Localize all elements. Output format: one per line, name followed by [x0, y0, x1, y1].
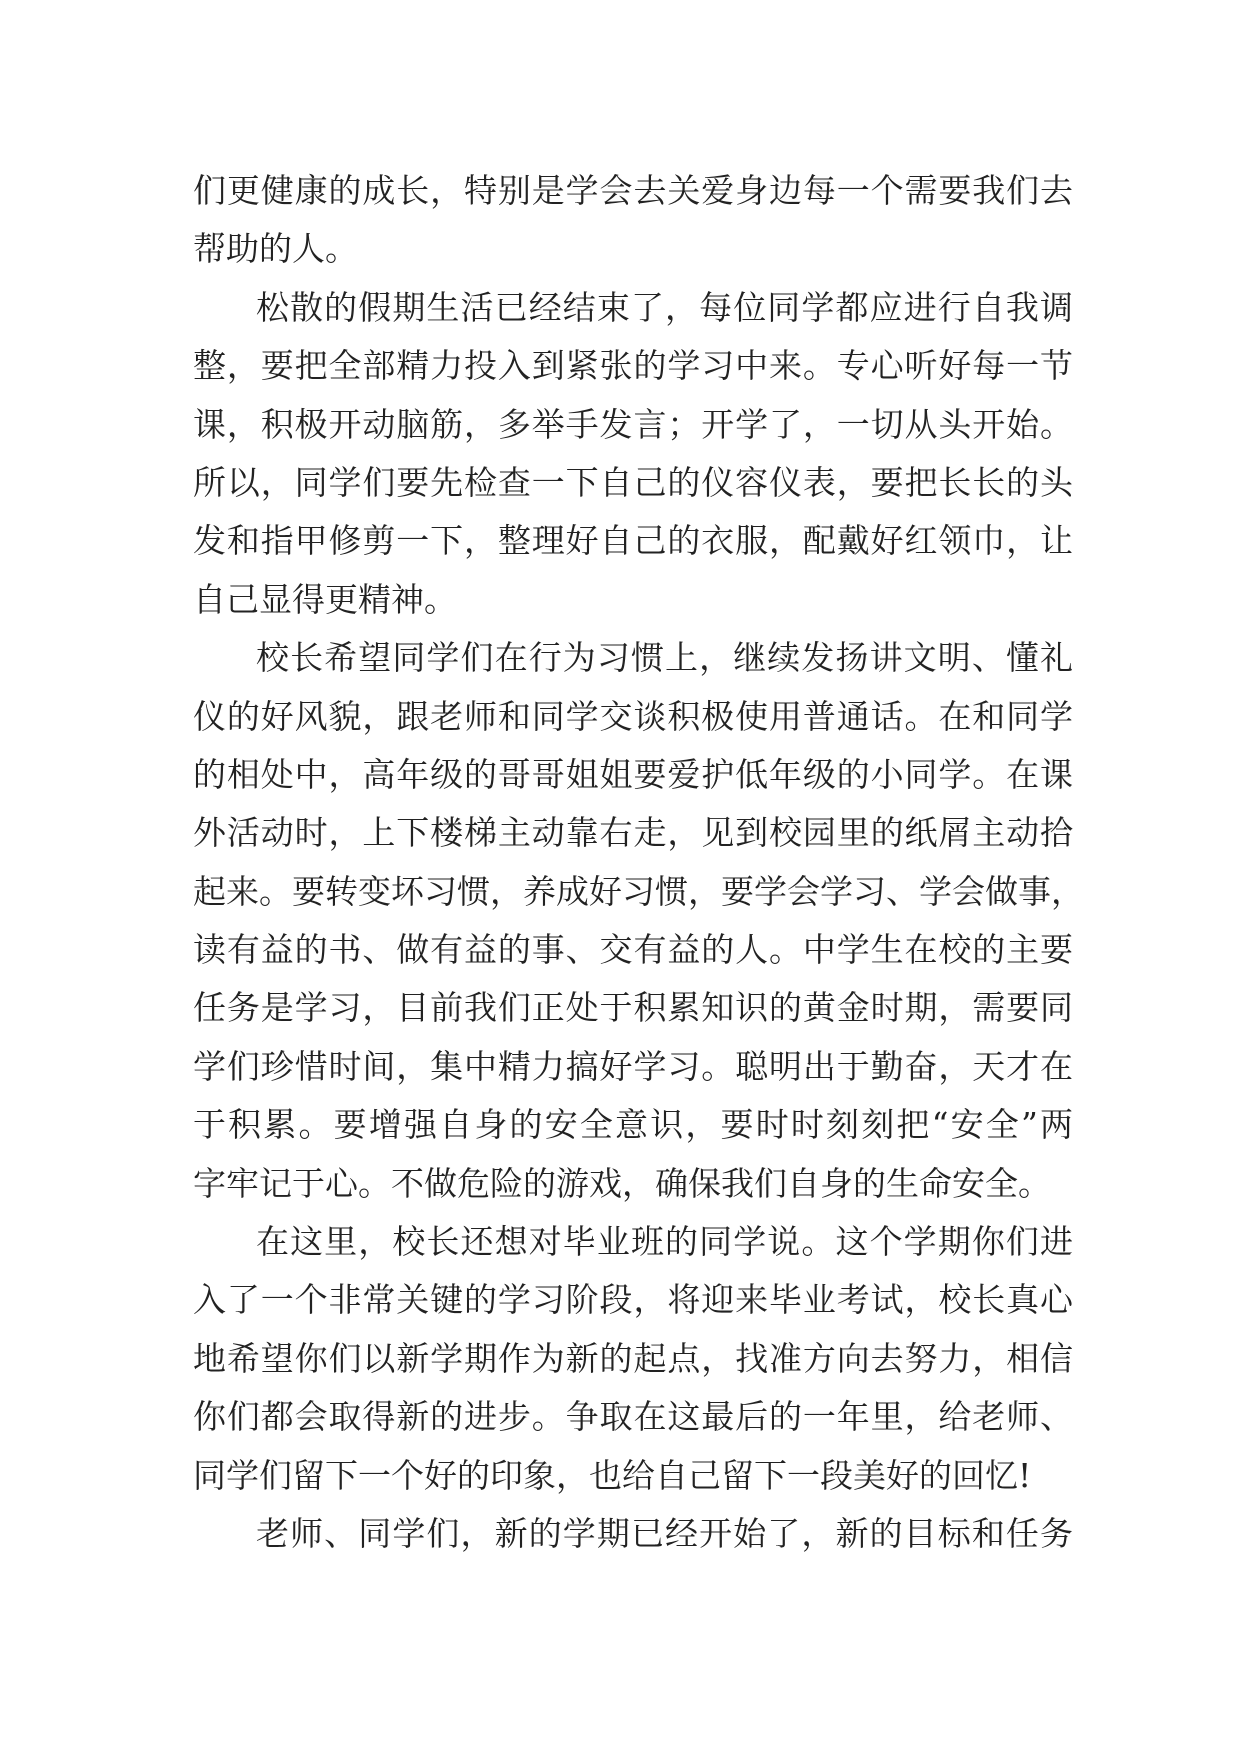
text-line: 外活动时，上下楼梯主动靠右走，见到校园里的纸屑主动拾	[193, 813, 1073, 853]
text-line: 自己显得更精神。	[193, 579, 457, 619]
text-line: 同学们留下一个好的印象，也给自己留下一段美好的回忆!	[193, 1455, 1032, 1495]
paragraph	[193, 629, 1084, 1213]
text-line: 学们珍惜时间，集中精力搞好学习。聪明出于勤奋，天才在	[193, 1046, 1073, 1086]
text-line: 整，要把全部精力投入到紧张的学习中来。专心听好每一节	[193, 346, 1073, 386]
text-line: 你们都会取得新的进步。争取在这最后的一年里，给老师、	[193, 1397, 1073, 1437]
text-line: 发和指甲修剪一下，整理好自己的衣服，配戴好红领巾，让	[193, 521, 1073, 561]
text-line: 们更健康的成长，特别是学会去关爱身边每一个需要我们去	[193, 171, 1073, 210]
text-line: 读有益的书、做有益的事、交有益的人。中学生在校的主要	[193, 930, 1073, 970]
text-line: 在这里，校长还想对毕业班的同学说。这个学期你们进	[256, 1222, 1073, 1262]
paragraph	[193, 1213, 1073, 1505]
text-line: 所以，同学们要先检查一下自己的仪容仪表，要把长长的头	[193, 462, 1073, 502]
paragraph	[193, 162, 1073, 279]
text-line: 仪的好风貌，跟老师和同学交谈积极使用普通话。在和同学	[193, 696, 1073, 736]
text-line: 起来。要转变坏习惯，养成好习惯，要学会学习、学会做事，	[193, 871, 1084, 911]
paragraph	[193, 1505, 1073, 1563]
text-line: 课，积极开动脑筋，多举手发言；开学了，一切从头开始。	[193, 404, 1073, 444]
body-text	[193, 162, 1084, 1563]
text-line: 任务是学习，目前我们正处于积累知识的黄金时期，需要同	[193, 988, 1073, 1028]
text-line: 松散的假期生活已经结束了，每位同学都应进行自我调	[256, 287, 1073, 327]
text-line: 地希望你们以新学期作为新的起点，找准方向去努力，相信	[193, 1338, 1073, 1378]
text-line: 于积累。要增强自身的安全意识，要时时刻刻把“安全”两	[193, 1105, 1073, 1145]
text-line: 字牢记于心。不做危险的游戏，确保我们自身的生命安全。	[193, 1163, 1051, 1203]
text-line: 入了一个非常关键的学习阶段，将迎来毕业考试，校长真心	[193, 1280, 1073, 1320]
text-line: 的相处中，高年级的哥哥姐姐要爱护低年级的小同学。在课	[193, 754, 1073, 794]
text-line: 帮助的人。	[193, 229, 358, 269]
text-line: 校长希望同学们在行为习惯上，继续发扬讲文明、懂礼	[256, 638, 1073, 678]
text-line: 老师、同学们，新的学期已经开始了，新的目标和任务	[256, 1513, 1073, 1553]
paragraph	[193, 279, 1073, 629]
